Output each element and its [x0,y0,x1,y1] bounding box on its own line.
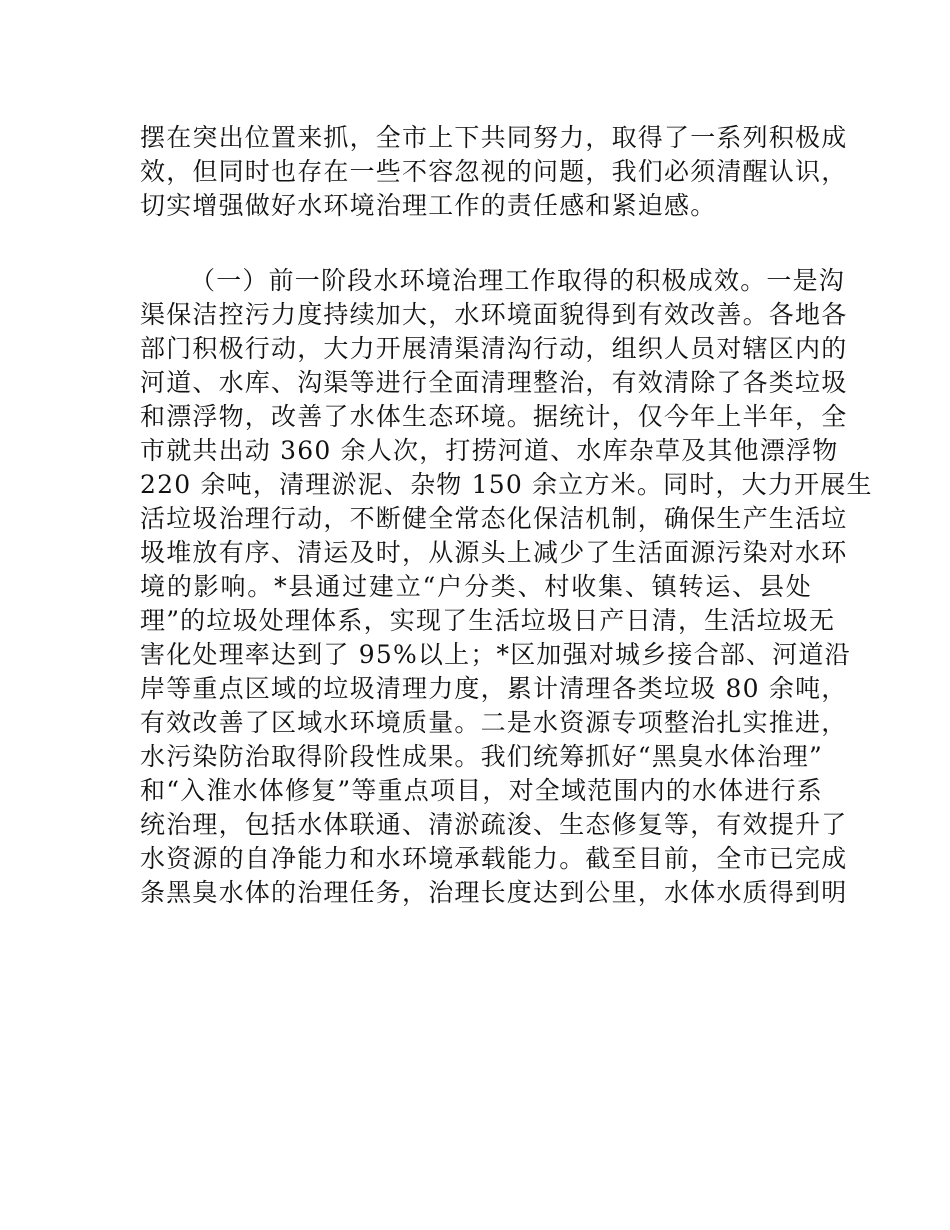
text-line: 岸等重点区域的垃圾清理力度，累计清理各类垃圾 80 余吨， [140,674,848,703]
text-line: 害化处理率达到了 95%以上；*区加强对城乡接合部、河道沿 [140,640,851,669]
text-line: 渠保洁控污力度持续加大，水环境面貌得到有效改善。各地各 [140,300,848,329]
text-line: 圾堆放有序、清运及时，从源头上减少了生活面源污染对水环 [140,538,848,567]
text-line: 部门积极行动，大力开展清渠清沟行动，组织人员对辖区内的 [140,334,848,363]
text-line: 和“入淮水体修复”等重点项目，对全域范围内的水体进行系 [140,776,823,805]
text-line: 和漂浮物，改善了水体生态环境。据统计，仅今年上半年，全 [140,402,848,431]
text-line: 水资源的自净能力和水环境承载能力。截至目前，全市已完成 [140,844,848,873]
text-line: 理”的垃圾处理体系，实现了生活垃圾日产日清，生活垃圾无 [140,606,836,635]
text-line: 切实增强做好水环境治理工作的责任感和紧迫感。 [140,191,717,220]
text-line: 活垃圾治理行动，不断健全常态化保洁机制，确保生产生活垃 [140,504,848,533]
paragraph-1 [140,121,848,223]
text-line: （一）前一阶段水环境治理工作取得的积极成效。一是沟 [190,266,846,295]
text-line: 摆在突出位置来抓，全市上下共同努力，取得了一系列积极成 [140,123,848,152]
text-line: 水污染防治取得阶段性成果。我们统筹抓好“黑臭水体治理” [140,742,823,771]
text-line: 220 余吨，清理淤泥、杂物 150 余立方米。同时，大力开展生 [140,470,873,499]
paragraph-2 [140,264,873,910]
text-line: 有效改善了区域水环境质量。二是水资源专项整治扎实推进， [140,708,848,737]
text-line: 境的影响。*县通过建立“户分类、村收集、镇转运、县处 [140,572,812,601]
text-line: 河道、水库、沟渠等进行全面清理整治，有效清除了各类垃圾 [140,368,848,397]
text-line: 统治理，包括水体联通、清淤疏浚、生态修复等，有效提升了 [140,810,848,839]
text-line: 市就共出动 360 余人次，打捞河道、水库杂草及其他漂浮物 [140,436,839,465]
text-line: 条黑臭水体的治理任务，治理长度达到公里，水体水质得到明 [140,878,848,907]
text-line: 效，但同时也存在一些不容忽视的问题，我们必须清醒认识， [140,157,848,186]
